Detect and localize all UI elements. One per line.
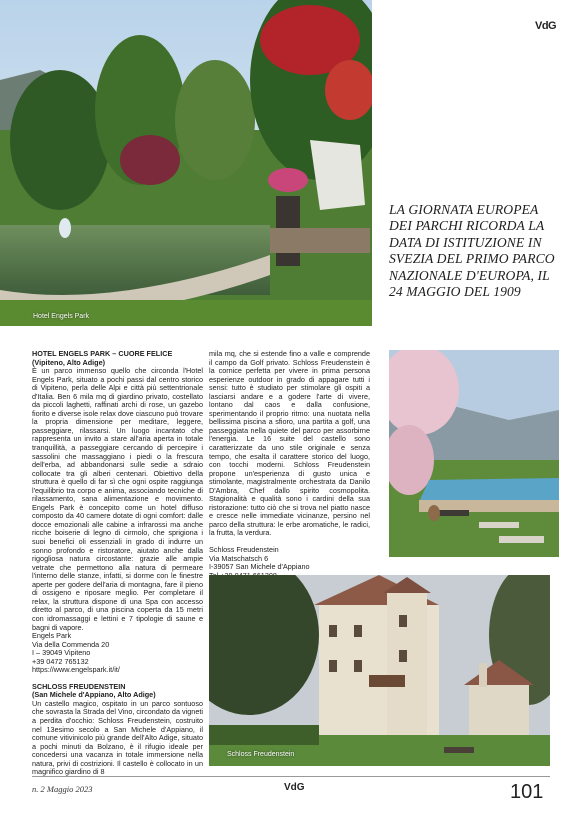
footer-logo: VdG bbox=[284, 782, 305, 793]
photo-caption: Schloss Freudenstein bbox=[227, 751, 295, 758]
phone-number: +39 0472 765132 bbox=[32, 656, 89, 666]
issue-label: n. 2 Maggio 2023 bbox=[32, 784, 93, 794]
section-body-freudenstein-continued: mila mq, che si estende fino a valle e comprende il campo da Golf privato. Schloss Freudenstein è la cornice perfetta per vivere in prima persona esperienze outdoor in grado di appagare tutti i sensi: tutto è studiato per stimolare gli ospiti a lasciarsi andare e a godere l'arte di vivere, lontano dal caos e dalla confusione, sperimentando il proprio ritmo: una nuotata nella bellissima piscina a sfioro, una partita a golf, una passeggiata nella quiete del parco per assorbirne l'energia. Le 16 suite del castello sono caratterizzate da uno stile originale e senza tempo, che esalta il carattere storico del luogo, con tocchi moderni. Schloss Freudenstein propone un'esperienza di gusto unica e stimolante, magistralmente orchestrata da Danilo D'Ambra, Chef dallo spirito cosmopolita. Stagionalità e qualità sono i cardini della sua ristorazione: tutto ciò che si trova nel piatto nasce e cresce nelle immediate vicinanze, persino nel parco della struttura: le erbe aromatiche, le radici, la frutta, la verdura. bbox=[209, 349, 370, 538]
castle-illustration bbox=[209, 575, 550, 766]
garden-illustration bbox=[0, 0, 372, 326]
magazine-logo: VdG bbox=[535, 20, 557, 32]
address-line: Engels Park bbox=[32, 631, 72, 641]
photo-hotel-engels-park bbox=[0, 0, 372, 326]
address-line: Via della Commenda 20 bbox=[32, 639, 110, 649]
address-line: Via Matschatsch 6 bbox=[209, 553, 269, 563]
pool-illustration bbox=[389, 350, 559, 557]
photo-caption: Hotel Engels Park bbox=[33, 313, 90, 320]
address-line: I – 39049 Vipiteno bbox=[32, 648, 91, 658]
section-body-freudenstein: Un castello magico, ospitato in un parco sontuoso che sovrasta la Strada del Vino, circondato da vigneti a perdita d'occhio: Schloss Freudenstein, costruito nel 13esimo secolo a San Michele d'Appiano, il comune vitivinicolo più grande dell'Alto Adige, situato a pochi minuti da Bolzano, è il rifugio ideale per concedersi una vacanza in totale immersione nella natura, privi di costrizioni. Il castello è collocato in un magnifico giardino di 8 bbox=[32, 698, 203, 777]
address-line: I-39057 San Michele d'Appiano bbox=[209, 562, 310, 572]
section-subtitle-engels-park: (Vipiteno, Alto Adige) bbox=[32, 357, 106, 367]
section-title-engels-park: HOTEL ENGELS PARK – CUORE FELICE bbox=[32, 349, 173, 358]
article-column-1 bbox=[32, 350, 203, 777]
pull-quote: LA GIORNATA EUROPEA DEI PARCHI RICORDA LA DATA DI ISTITUZIONE IN SVEZIA DEL PRIMO PARCO NAZIONALE D'EUROPA, IL 24 MAGGIO DEL 1909 bbox=[389, 202, 555, 300]
section-subtitle-freudenstein: (San Michele d'Appiano, Alto Adige) bbox=[32, 690, 156, 700]
page-number: 101 bbox=[510, 781, 544, 803]
photo-pool bbox=[389, 350, 559, 557]
photo-schloss-freudenstein bbox=[209, 575, 550, 766]
website-link[interactable]: https://www.engelspark.it/it/ bbox=[32, 665, 120, 675]
article-column-2 bbox=[209, 350, 370, 589]
section-title-freudenstein: SCHLOSS FREUDENSTEIN bbox=[32, 681, 126, 691]
footer-divider bbox=[32, 776, 550, 777]
address-line: Schloss Freudenstein bbox=[209, 545, 279, 555]
section-body-engels-park: È un parco immenso quello che circonda l'Hotel Engels Park, situato a pochi passi dal centro storico di Vipiteno, perla delle Alpi e città più settentrionale d'Italia. Ben 6 mila mq di giardino privato, costellato da piccoli laghetti, raffinati archi di rose, un gazebo fiorito e diverse isole relax dove ciascuno può trovare la propria dimensione per meditare, leggere, passeggiare, rilassarsi. Un luogo incantato che rappresenta un invito a stare all'aria aperta in totale tranquillità, a passeggiare cercando di percepire i sassolini che massaggiano i piedi o la frescura dell'erba, ad abbandonarsi sulle sedie a sdraio collocate tra gli alberi centenari. Obiettivo della struttura è quello di far sì che ogni ospite raggiunga l'equilibrio tra corpo e anima, associando tecniche di rilassamento, sana alimentazione e movimento. Engels Park è concepito come un hotel diffuso composto da 40 camere dotate di ogni comfort: dalle docce emozionali alle cabine a infrarossi ma anche ricche boiserie di legno di cirmolo, che sprigiona i suoi benefici oli essenziali in grado di indurre un sonno profondo e ristoratore, aiutato anche dalla rigogliosa natura circostante: grazie alle ampie vetrate che permettono alla natura di permeare l'interno delle stanze, infatti, si dorme con le finestre aperte per godere dell'aria di montagna, fare il pieno di ossigeno e riposare meglio. Per completare il relax, la struttura dispone di una Spa con accesso diretto al parco, di una piscina coperta da 15 metri con idromassaggi e lettini e 7 tipologie di saune e bagni di vapore. bbox=[32, 366, 203, 632]
